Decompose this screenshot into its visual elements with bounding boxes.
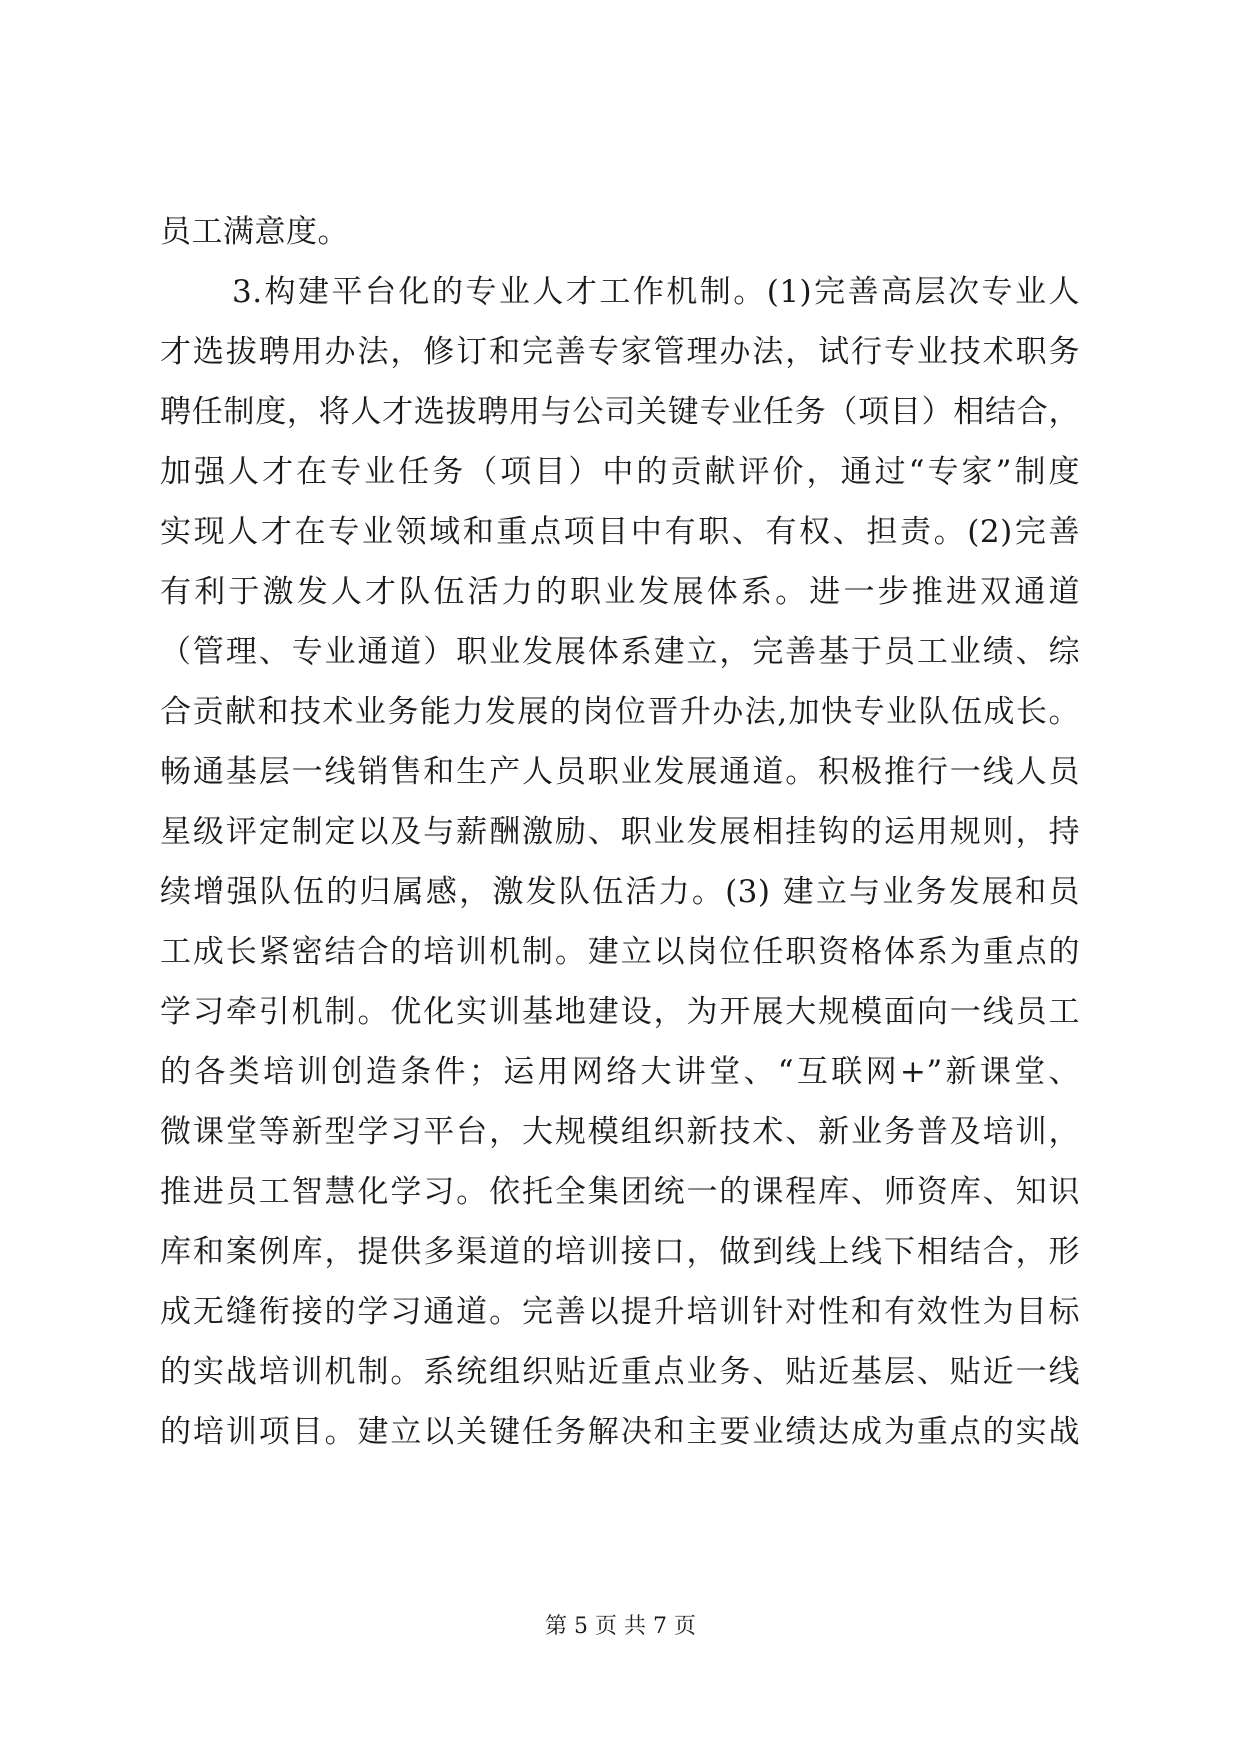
- text-line: 有利于激发人才队伍活力的职业发展体系。进一步推进双通道: [160, 574, 1080, 610]
- text-line: （管理、专业通道）职业发展体系建立，完善基于员工业绩、综: [160, 634, 1080, 670]
- text-line: 实现人才在专业领域和重点项目中有职、有权、担责。(2)完善: [160, 514, 1080, 550]
- text-line: 库和案例库，提供多渠道的培训接口，做到线上线下相结合，形: [160, 1234, 1080, 1270]
- text-line: 的实战培训机制。系统组织贴近重点业务、贴近基层、贴近一线: [160, 1354, 1080, 1390]
- text-line: 的各类培训创造条件；运用网络大讲堂、“互联网+”新课堂、: [160, 1054, 1080, 1090]
- text-line: 成无缝衔接的学习通道。完善以提升培训针对性和有效性为目标: [160, 1294, 1080, 1330]
- text-line: 加强人才在专业任务（项目）中的贡献评价，通过“专家”制度: [160, 454, 1080, 490]
- text-line: 推进员工智慧化学习。依托全集团统一的课程库、师资库、知识: [160, 1174, 1080, 1210]
- text-line: 聘任制度，将人才选拔聘用与公司关键专业任务（项目）相结合，: [160, 394, 1080, 430]
- text-line: 3.构建平台化的专业人才工作机制。(1)完善高层次专业人: [232, 274, 1080, 310]
- text-line: 星级评定制定以及与薪酬激励、职业发展相挂钩的运用规则，持: [160, 814, 1080, 850]
- text-line: 微课堂等新型学习平台，大规模组织新技术、新业务普及培训，: [160, 1114, 1080, 1150]
- text-line: 员工满意度。: [160, 214, 349, 250]
- text-line: 学习牵引机制。优化实训基地建设，为开展大规模面向一线员工: [160, 994, 1080, 1030]
- text-line: 合贡献和技术业务能力发展的岗位晋升办法,加快专业队伍成长。: [160, 694, 1080, 730]
- text-line: 畅通基层一线销售和生产人员职业发展通道。积极推行一线人员: [160, 754, 1080, 790]
- body-text: [160, 202, 1080, 1462]
- page-number: 第 5 页 共 7 页: [545, 1614, 696, 1639]
- text-line: 的培训项目。建立以关键任务解决和主要业绩达成为重点的实战: [160, 1414, 1080, 1450]
- text-line: 才选拔聘用办法，修订和完善专家管理办法，试行专业技术职务: [160, 334, 1080, 370]
- text-line: 续增强队伍的归属感，激发队伍活力。(3) 建立与业务发展和员: [160, 874, 1080, 910]
- text-line: 工成长紧密结合的培训机制。建立以岗位任职资格体系为重点的: [160, 934, 1080, 970]
